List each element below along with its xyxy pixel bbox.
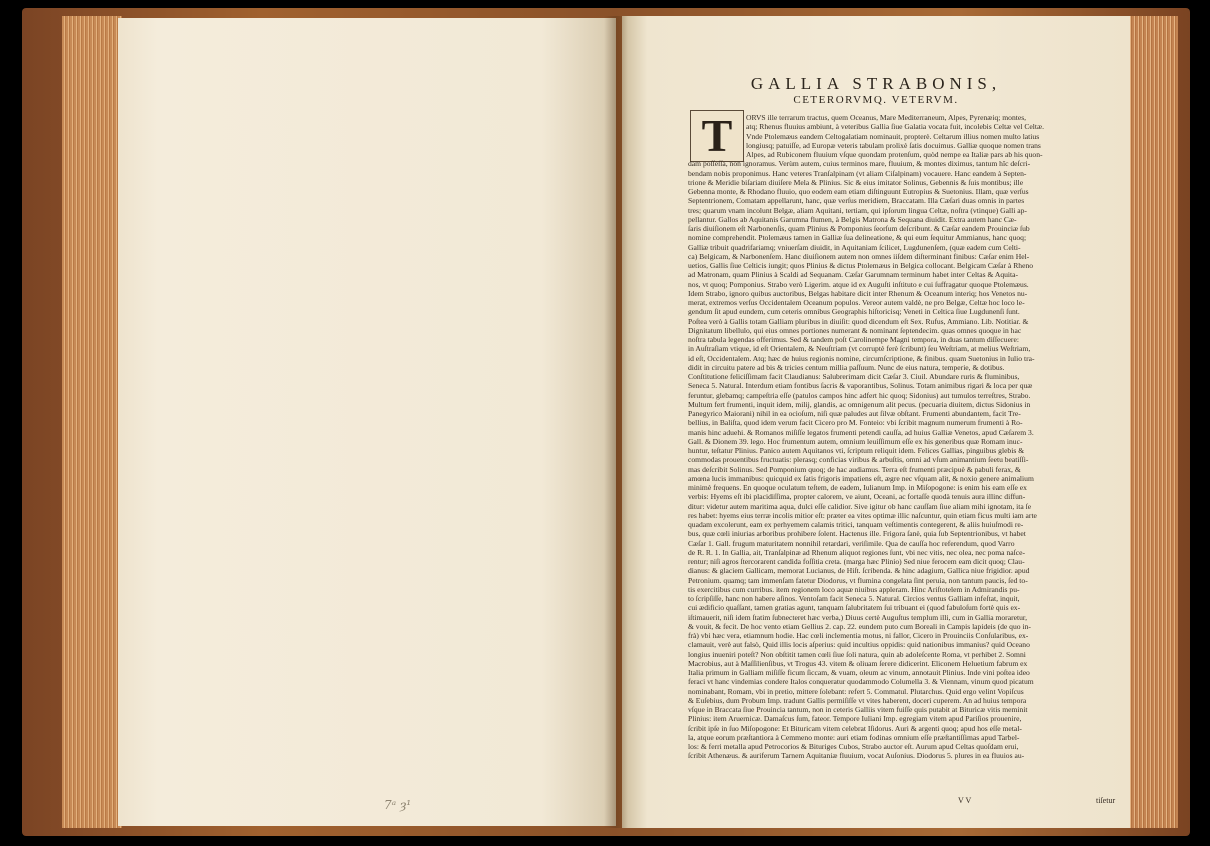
text-line: ditur: videtur autem maritima aqua, dulci eſſe calidior. Sive igitur ob hanc cauſſam ſiue aliam mihi ignotam, ita ſe: [688, 501, 1032, 511]
text-line: feruntur, glebamq; campeſtria eſſe (patulos campos hinc adfert hic quoq; Sidonius) aut tumulos terreſtres, Strabo.: [688, 390, 1031, 400]
page-title: GALLIA STRABONIS,: [750, 74, 1002, 93]
text-line: to ſcripſiſſe, hanc non habere aſinos. Ventoſam facit Seneca 5. Natural. Circios ventus Galliam infeſtat, inquit,: [688, 594, 1020, 603]
text-line: dam poſſeſſa, non ignoramus. Verùm autem, cuius terminos mare, fluuium, & montes diximus, tantum hîc deſcri-: [688, 159, 1031, 169]
text-line: Gebenna monte, & Rhodano fluuio, quo eodem eam etiam diſtinguunt Eutropius & Suetonius. Illam, quæ verſus: [688, 187, 1029, 196]
signature-mark: V V: [958, 796, 972, 805]
text-line: trione & Meridie biſariam diuiſere Mela & Plinius. Sic & eius imitator Solinus, Gebennis & ſuis montibus; ille: [688, 177, 1024, 187]
text-line: ad Matronam, quam Plinius à Scaldi ad Sequanam. Cæſar Garumnam terminum habet inter Celtas & Aquita-: [688, 270, 1019, 280]
page-subtitle: CETERORVMQ. VETERVM.: [793, 94, 959, 106]
text-line: Idem Strabo, ignoro quibus auctoribus, Belgas habitare dicit inter Rhenum & Oceanum interiq; hos Venetos nu-: [688, 288, 1028, 298]
text-line: Plinius: item Aruernicæ. Damaſcus ſum, fateor. Tempore Iuliani Imp. egregiam vitem apud Pariſios prouenire,: [688, 714, 1022, 724]
text-line: rentur; niſi agros ſtercorarent candida foſſitia creta. (marga hæc Plinio) Sed niue ferocem eam dicit quoq; Clau-: [688, 557, 1025, 566]
text-line: clamauit, verè aut falsò, Quid illis locis aſperius: quid incultius oppidis: quid nationibus immanius? quid Oceano: [688, 640, 1030, 650]
text-line: nomine comprehendit. Ptolemæus tamen in Galliæ ſua delineatione, & qui eum ſequitur Ammianus, hanc quoq;: [688, 233, 1027, 243]
text-line: ſaris diuiſionem eſt Narbonenſis, quam Plinius & Pomponius ſeorſum deſcribunt. & Cæſar eandem Prouinciæ ſub: [688, 224, 1030, 233]
text-line: de R. R. 1. In Gallia, ait, Tranſalpinæ ad Rhenum aliquot regiones ſunt, vbi nec vitis, nec olea, nec poma naſce-: [688, 547, 1026, 557]
text-line: amœna lucis immanibus: quicquid ex ſatis frigoris impatiens eſt, ægre nec vſquam alit, & noxio genere animalium: [688, 473, 1034, 483]
text-line: Seneca 5. Natural. Interdum etiam fontibus ſacris & vaporantibus, Solinus. Totam animibus rigari & loca per quæ: [688, 381, 1033, 391]
text-line: Multum fert frumenti, inquit idem, milij, glandis, ac omnigenum alit pecus. (pecuaria diuitem, dictus Sidonius in: [688, 399, 1031, 409]
text-line: atq; Rhenus fluuius ambiunt, à veteribus Gallia ſiue Galatia vocata fuit, incolebis Celtæ vel Celtæ.: [746, 122, 1044, 132]
initial-letter: T: [701, 110, 733, 161]
text-line: cui ædificio quaſſant, tamen gratias agunt, tanquam ſalubritatem ſui tribuant ei (quod fabuloſum fortè quis ex-: [688, 603, 1021, 613]
text-line: commodas prouentibus fructuatis: plerasq; conficias viribus & arbuſtis, omni ad vſum animantium ſeetu beatiſſi-: [688, 455, 1029, 465]
text-line: los: & ferri metalla apud Petrocorios & Bituriges Cubos, Strabo auctor eſt. Aurum apud Celtas quoſdam erui,: [688, 742, 1019, 751]
text-line: pellantur. Gallos ab Aquitanis Garumna flumen, à Belgis Matrona & Sequana diuidit. Extra autem hanc Cæ-: [688, 214, 1017, 224]
text-line: minimè frequens. En quoque oculatum teſtem, de eadem, Iulianum Imp. in Miſopogone: is enim his eam eſſe ex: [688, 483, 1027, 492]
text-line: manis hinc aduehi. & Romanos miſiſſe legatos frumenti petendi cauſſa, ad huius Galliæ Venetos, apud Cæſarem 3.: [688, 427, 1034, 437]
text-line: longiusq; patuiſſe, ad Europæ veteris tabulam prolixè ſatis docuimus. Galliæ quoque nomen trans: [746, 140, 1041, 150]
text-line: iſtimauerit, niſi idem ſtatim ſubnecteret hæc verba,) Diuus certè Auguſtus templum illi, cum in Gallia moraretur,: [688, 612, 1028, 622]
text-line: Cæſar 1. Gall. frugum maturitatem nonnihil retardari, veriſimile. Qua de cauſſa hoc referendum, quod Varro: [688, 538, 1015, 548]
pencil-note: 7ᵃ ȝ¹: [384, 798, 412, 812]
text-line: feraci vt hanc vindemias condere Italos conqueratur quodammodo Columella 3. & Viennam, vinum quod picatum: [688, 677, 1034, 687]
text-line: Gall. & Dionem 39. lego. Hoc frumentum autem, omnium leuiſſimum eſſe ex his generibus quæ Romam inuc-: [688, 436, 1023, 446]
text-line: & vouit, & fecit. De hoc vento etiam Gellius 2. cap. 22. eundem puto cum Boreali in Campis lapideis (de quo in-: [688, 621, 1031, 631]
text-line: merat, extremos verſus Occidentalem Oceanum populos. Vereor autem valdè, ne pro Belgæ, Celtæ hoc loco le-: [688, 298, 1025, 307]
left-page-blank: [118, 18, 616, 826]
text-line: longius inueniri poteſt? Non obſtitit tamen cœli ſiue ſoli natura, quin ab adoleſcente Roma, vt perhibet 2. Somni: [688, 649, 1026, 659]
text-line: & Euſebius, dum Probum Imp. tradunt Gallis permiſiſſe vt vites haberent, doceri cuperem. An ad huius tempora: [688, 695, 1027, 705]
text-line: ſcribit ipſe in ſuo Miſopogone: Et Bituricam vitem celebrat Iſidorus. Auri & argenti quoq; apud hos eſſe metal-: [688, 723, 1022, 733]
text-line: nos, vt quoq; Pomponius. Strabo verò Ligerim. atque id ex Auguſti inſtituto e cui ſuffragatur quoque Ptolemæus.: [688, 279, 1029, 289]
text-line: res habet: hyems eius terræ incolis mitior eſt: præter ea vites optimæ illic naſcuntur, quin etiam ficus multi iam arte: [688, 510, 1037, 520]
text-line: tis exercitibus cum curribus. item regionem loco aquæ niuibus appleram. Hinc Ariſtotelem in Admirandis pu-: [688, 584, 1020, 594]
text-line: dianus: & glaciem Gallicam, memorat Lucianus, de Hiſt. ſcribenda. & hinc adagium, Gallica niue frigidior. apud: [688, 566, 1030, 576]
text-line: ORVS ille terrarum tractus, quem Oceanus, Mare Mediterraneum, Alpes, Pyrenæiq; montes,: [746, 113, 1027, 122]
text-line: didit in circuitu patere ad bis & tricies centum millia paſſuum. Nunc de eius natura, temperie, & dotibus.: [688, 362, 1005, 372]
right-page-edges: [1128, 16, 1178, 828]
catchword: tiſetur: [1096, 796, 1116, 805]
book-gutter: [604, 16, 628, 828]
text-line: Italia primum in Galliam miſiſſe ficum ſiccam, & vuam, oleum ac vinum, annotauit Plinius. Inde vini poſtea ideo: [688, 668, 1030, 677]
text-line: Panegyrico Maiorani) nihil in ea ocioſum, niſi quæ paludes aut ſilvæ obſtant. Frumenti abundantem, facit Tre-: [688, 409, 1021, 418]
text-line: id eſt, Occidentalem. Atq; hæc de huius regionis nomine, circumſcriptione, & finibus. quam Suetonius in Iulio tra-: [688, 353, 1035, 363]
text-line: Conſtitutione feliciſſimam facit Claudianus: Salubrerimam dicit Cæſar 3. Ciuil. Abundare ruris & fluminibus,: [688, 372, 1020, 381]
text-line: ca) Belgicam, & Narbonenſem. Hanc diuiſionem autem non omnes iiſdem diſterminant finibus: Cæſar enim Hel-: [688, 251, 1030, 261]
text-line: nominabant, Romam, vbi in pretio, mittere ſolebant: refert 5. Commatul. Plutarchus. Quid ergo velint Vopiſcus: [688, 686, 1024, 696]
decorated-initial: [690, 110, 744, 162]
text-line: uetios, Gallis ſiue Celticis iungit; quos Plinius & dictus Ptolemæus in Belgica collocant. Belgicam Cæſar à Rheno: [688, 261, 1034, 270]
text-line: noſtra tabula legendas offerimus. Sed & tandem poſt Carolinempe Magni tempora, in duas tantum diſſecuere:: [688, 335, 1019, 344]
text-line: tres; quarum vnam incolunt Belgæ, aliam Aquitani, tertiam, qui ipſorum lingua Celtæ, noſtra (vtinque) Galli ap-: [688, 205, 1027, 215]
text-line: Petronium. quamq; tam immenſam fatetur Diodorus, vt flumina congelata ſint peruia, non tantum paucis, ſed to-: [688, 575, 1028, 585]
text-line: Dignitatum libellulo, qui eius omnes portiones numerant & nominant ſeptendecim. quas omnes quoque in hac: [688, 325, 1022, 335]
text-line: Galliæ tribuit quadrifariamq; vniuerſam diuidit, in Aquitaniam ſcilicet, Lugdunenſem, (quæ eadem cum Celti-: [688, 242, 1021, 252]
left-page-edges: [62, 16, 122, 828]
text-line: frà) vbi hæc vera, etiamnum hodie. Hac cœli inclementia motus, ni fallor, Cicero in Prouinciis Conſularibus, ex-: [688, 631, 1029, 640]
text-line: ſcribit Athenæus. & auriferum Tarnem Aquitaniæ fluuium, vocat Auſonius. Diodorus 5. plures in ea fluuios au-: [688, 751, 1025, 761]
text-line: Vnde Ptolemæus eandem Celtogalatiam nominauit, propterè. Celtarum illius nomen multo latius: [746, 131, 1040, 141]
text-line: verbis: Hyems eſt ibi placidiſſima, propter calorem, ve aiunt, Oceani, ac fortaſſe quodà tenuis aura illinc diffun-: [688, 492, 1026, 502]
text-line: la, atque eorum præſtantiora à Cemmeno monte: auri etiam fodinas omnium eſſe præſtantiſſimas apud Tarbel-: [688, 732, 1020, 742]
text-line: Alpes, ad Rubiconem fluuium vſque quondam protenſum, quòd nempe ea Italiæ pars ab his quon-: [746, 150, 1043, 159]
text-line: huntur, teſtatur Plinius. Panico autem Aquitanos vti, ſcriptum reliquit idem. Felices Gallias, pinguibus glebis &: [688, 446, 1025, 455]
text-line: mas deſcribit Solinus. Sed Pomponium quoq; de hac audiamus. Terra eſt frumenti præcipuè & pabuli ferax, &: [688, 464, 1021, 474]
text-line: Poſtea verò à Gallis totam Galliam pluribus in diuiſit: quod dicendum eſt Sex. Rufus, Ammiano. Lib. Notitiar. &: [688, 316, 1029, 326]
text-line: vſque in Braccata ſiue Prouincia tantum, non in ceteris Galliis vitem fuiſſe quis putabit at Bituricæ vitis meminit: [688, 705, 1028, 714]
text-line: bendam nobis proponimus. Hanc veteres Tranſalpinam (vt aliam Ciſalpinam) vocauere. Hanc eandem à Septen-: [688, 168, 1027, 178]
text-line: in Auſtraſiam vtique, id eſt Orientalem, & Neuſtriam (vt corruptè ferè ſcribunt) ſeu Weſtriam, at melius Weſtriam,: [688, 344, 1031, 354]
text-line: Septentrionem, Comatam appellarunt, hanc, quæ verſus meridiem, Braccatam. Illa Cæſari duas omnis in partes: [688, 196, 1025, 206]
text-line: bellius, in Baliſta, quod idem verum facit Cicero pro M. Fonteio: vbi ſcribit magnum numerum frumenti à Ro-: [688, 418, 1023, 428]
text-line: bus, quæ cœli iniurias arboribus prohibere ſolent. Hactenus ille. Frigora ſanè, quia ſub Septentrionibus, vt habet: [688, 529, 1026, 539]
text-line: gendum ſit apud eundem, cum ceteris omnibus Geographis hiſtoricisq; Veneti in Celtica ſiue Lugdunenſi ſunt.: [688, 307, 1020, 317]
text-line: Macrobius, aut à Maſſilienſibus, vt Trogus 43. vitem & oliuam ſerere didicerint. Eliconem Heluetium fabrum ex: [688, 658, 1028, 668]
text-line: quadam excolerunt, eam ex perhyemem calamis tritici, tanquam veſtimentis contegerent, & aliis huiuſmodi re-: [688, 520, 1024, 529]
